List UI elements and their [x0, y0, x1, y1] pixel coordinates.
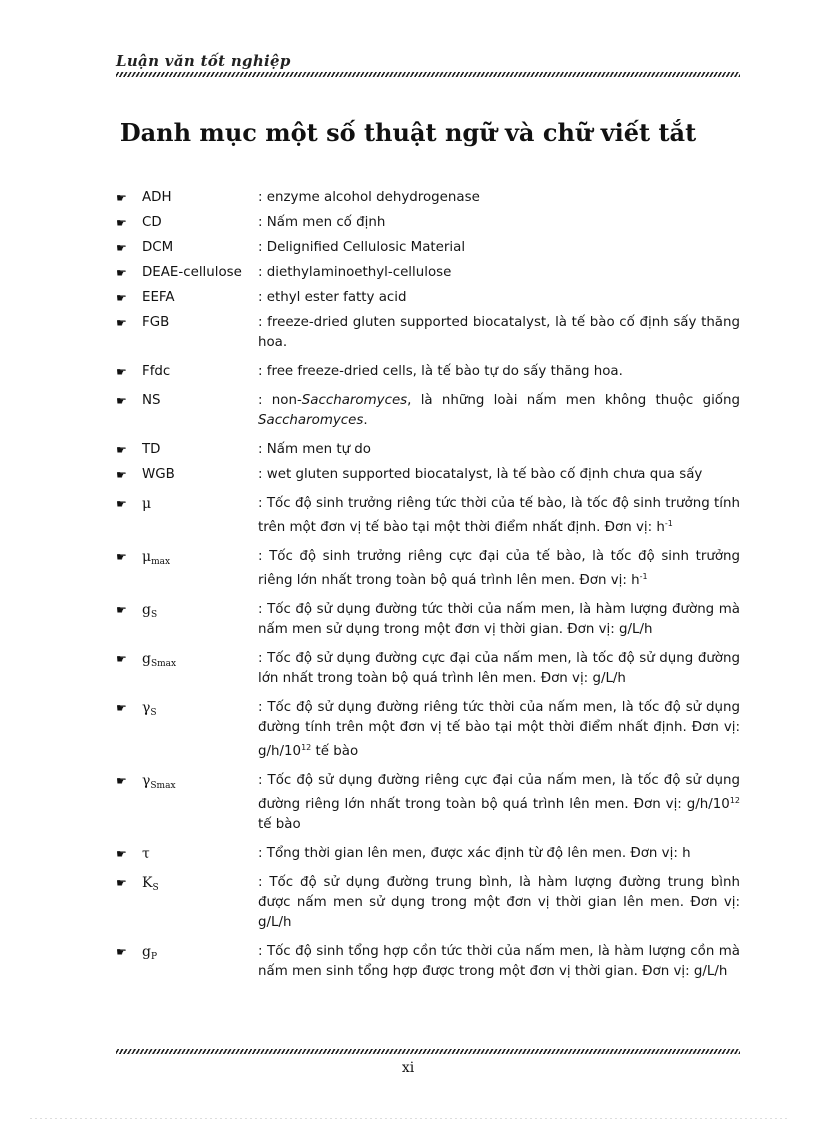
definition: : Nấm men cố định [258, 215, 386, 230]
definition: : Nấm men tự do [258, 442, 372, 457]
page-edge-line [30, 1118, 790, 1119]
list-item [116, 313, 740, 353]
term: WGB [142, 467, 175, 482]
definition-text: tế bào [258, 817, 301, 832]
hand-pointing-right-icon: ☛ [116, 497, 127, 511]
definition-text: tế bào [311, 744, 359, 759]
definition [258, 391, 740, 431]
term [142, 942, 258, 967]
term-symbol: μ [142, 549, 152, 565]
hand-pointing-right-icon: ☛ [116, 468, 127, 482]
term: μ [142, 496, 152, 512]
definition: : wet gluten supported biocatalyst, là tế bào cố định chưa qua sấy [258, 467, 703, 482]
hand-pointing-right-icon: ☛ [116, 652, 127, 666]
term: τ [142, 846, 150, 862]
header-divider [116, 72, 740, 77]
hand-pointing-right-icon: ☛ [116, 266, 127, 280]
hand-pointing-right-icon: ☛ [116, 847, 127, 861]
term: EEFA [142, 290, 175, 305]
definition: : Tốc độ sử dụng đường tức thời của nấm men, là hàm lượng đường mà nấm men sử dụng trong một đơn vị thời gian. Đơn vị: g/L/h [258, 602, 740, 637]
term-symbol: γ [142, 773, 151, 789]
unit-exponent: 12 [301, 743, 312, 752]
term: NS [142, 393, 161, 408]
definition-text: , là những loài nấm men không thuộc giống [407, 393, 740, 408]
hand-pointing-right-icon: ☛ [116, 191, 127, 205]
definition: : Tổng thời gian lên men, được xác định từ độ lên men. Đơn vị: h [258, 846, 691, 861]
term-subscript: S [152, 883, 159, 893]
list-item [116, 263, 740, 283]
term: Ffdc [142, 364, 171, 379]
term-subscript: S [150, 708, 157, 718]
page-title: Danh mục một số thuật ngữ và chữ viết tắt [119, 118, 697, 147]
genus-name: Saccharomyces [258, 413, 364, 428]
definition: : Tốc độ sinh tổng hợp cồn tức thời của nấm men, là hàm lượng cồn mà nấm men sinh tổng hợp được trong một đơn vị thời gian. Đơn vị: g/L/h [258, 944, 740, 979]
term: FGB [142, 315, 170, 330]
list-item [116, 288, 740, 308]
definition: : ethyl ester fatty acid [258, 290, 407, 305]
definition [258, 547, 740, 591]
footer-divider [116, 1049, 740, 1054]
list-item [116, 649, 740, 689]
abbreviation-list [116, 188, 740, 991]
list-item [116, 698, 740, 762]
list-item [116, 440, 740, 460]
definition: : Tốc độ sử dụng đường cực đại của nấm men, là tốc độ sử dụng đường lớn nhất trong toàn bộ quá trình lên men. Đơn vị: g/L/h [258, 651, 740, 686]
definition [258, 771, 740, 835]
list-item [116, 362, 740, 382]
hand-pointing-right-icon: ☛ [116, 316, 127, 330]
term [142, 698, 258, 723]
term-subscript: max [151, 557, 171, 567]
definition-text: : non- [258, 393, 302, 408]
term-subscript: Smax [150, 659, 177, 669]
hand-pointing-right-icon: ☛ [116, 291, 127, 305]
definition: : freeze-dried gluten supported biocatalyst, là tế bào cố định sấy thăng hoa. [258, 315, 740, 350]
genus-name: Saccharomyces [301, 393, 408, 408]
list-item [116, 844, 740, 864]
list-item [116, 494, 740, 538]
term [142, 600, 258, 625]
term-subscript: P [150, 952, 158, 962]
list-item [116, 547, 740, 591]
definition: : diethylaminoethyl-cellulose [258, 265, 452, 280]
hand-pointing-right-icon: ☛ [116, 216, 127, 230]
list-item [116, 942, 740, 982]
term-subscript: S [150, 610, 158, 620]
hand-pointing-right-icon: ☛ [116, 603, 127, 617]
term: TD [142, 442, 161, 457]
hand-pointing-right-icon: ☛ [116, 876, 127, 890]
term-symbol: g [142, 651, 151, 667]
list-item [116, 213, 740, 233]
term-symbol: g [142, 944, 151, 960]
term: DEAE-cellulose [142, 265, 242, 280]
list-item [116, 238, 740, 258]
term-subscript: Smax [150, 781, 176, 791]
term [142, 771, 258, 796]
hand-pointing-right-icon: ☛ [116, 394, 127, 408]
definition-text: : Tốc độ sinh trưởng riêng tức thời của tế bào, là tốc độ sinh trưởng tính trên một đơn vị tế bào tại một thời điểm nhất định. Đơn vị: h [258, 496, 740, 535]
hand-pointing-right-icon: ☛ [116, 701, 127, 715]
definition-text: : Tốc độ sử dụng đường riêng cực đại của nấm men, là tốc độ sử dụng đường riêng lớn nhất trong toàn bộ quá trình lên men. Đơn vị: g/h/10 [258, 773, 740, 812]
definition-text: : Tốc độ sinh trưởng riêng cực đại của tế bào, là tốc độ sinh trưởng riêng lớn nhất trong toàn bộ quá trình lên men. Đơn vị: h [258, 549, 740, 588]
hand-pointing-right-icon: ☛ [116, 241, 127, 255]
header-title: Luận văn tốt nghiệp [116, 52, 291, 70]
hand-pointing-right-icon: ☛ [116, 550, 127, 564]
term-symbol: g [142, 602, 151, 618]
unit-exponent: -1 [639, 572, 648, 581]
definition-text: . [363, 413, 368, 428]
unit-exponent: -1 [664, 519, 673, 528]
page-number: xi [401, 1060, 415, 1076]
hand-pointing-right-icon: ☛ [116, 365, 127, 379]
term [142, 649, 258, 674]
term [142, 873, 258, 898]
term: DCM [142, 240, 174, 255]
unit-exponent: 12 [729, 796, 740, 805]
definition: : enzyme alcohol dehydrogenase [258, 190, 480, 205]
term-symbol: K [142, 875, 153, 891]
list-item [116, 188, 740, 208]
definition: : Delignified Cellulosic Material [258, 240, 466, 255]
definition: : Tốc độ sử dụng đường trung bình, là hàm lượng đường trung bình được nấm men sử dụng trong một đơn vị thời gian lên men. Đơn vị: g/L/h [258, 875, 740, 930]
list-item [116, 771, 740, 835]
term [142, 547, 258, 572]
definition [258, 494, 740, 538]
list-item [116, 873, 740, 933]
term-symbol: γ [142, 700, 151, 716]
definition [258, 698, 740, 762]
definition-text: : Tốc độ sử dụng đường riêng tức thời của nấm men, là tốc độ sử dụng đường tính trên một đơn vị tế bào tại một thời điểm nhất định. Đơn vị: g/h/10 [258, 700, 740, 759]
list-item [116, 391, 740, 431]
term: CD [142, 215, 162, 230]
hand-pointing-right-icon: ☛ [116, 774, 127, 788]
term: ADH [142, 190, 172, 205]
list-item [116, 600, 740, 640]
hand-pointing-right-icon: ☛ [116, 945, 127, 959]
definition: : free freeze-dried cells, là tế bào tự do sấy thăng hoa. [258, 364, 623, 379]
hand-pointing-right-icon: ☛ [116, 443, 127, 457]
list-item [116, 465, 740, 485]
